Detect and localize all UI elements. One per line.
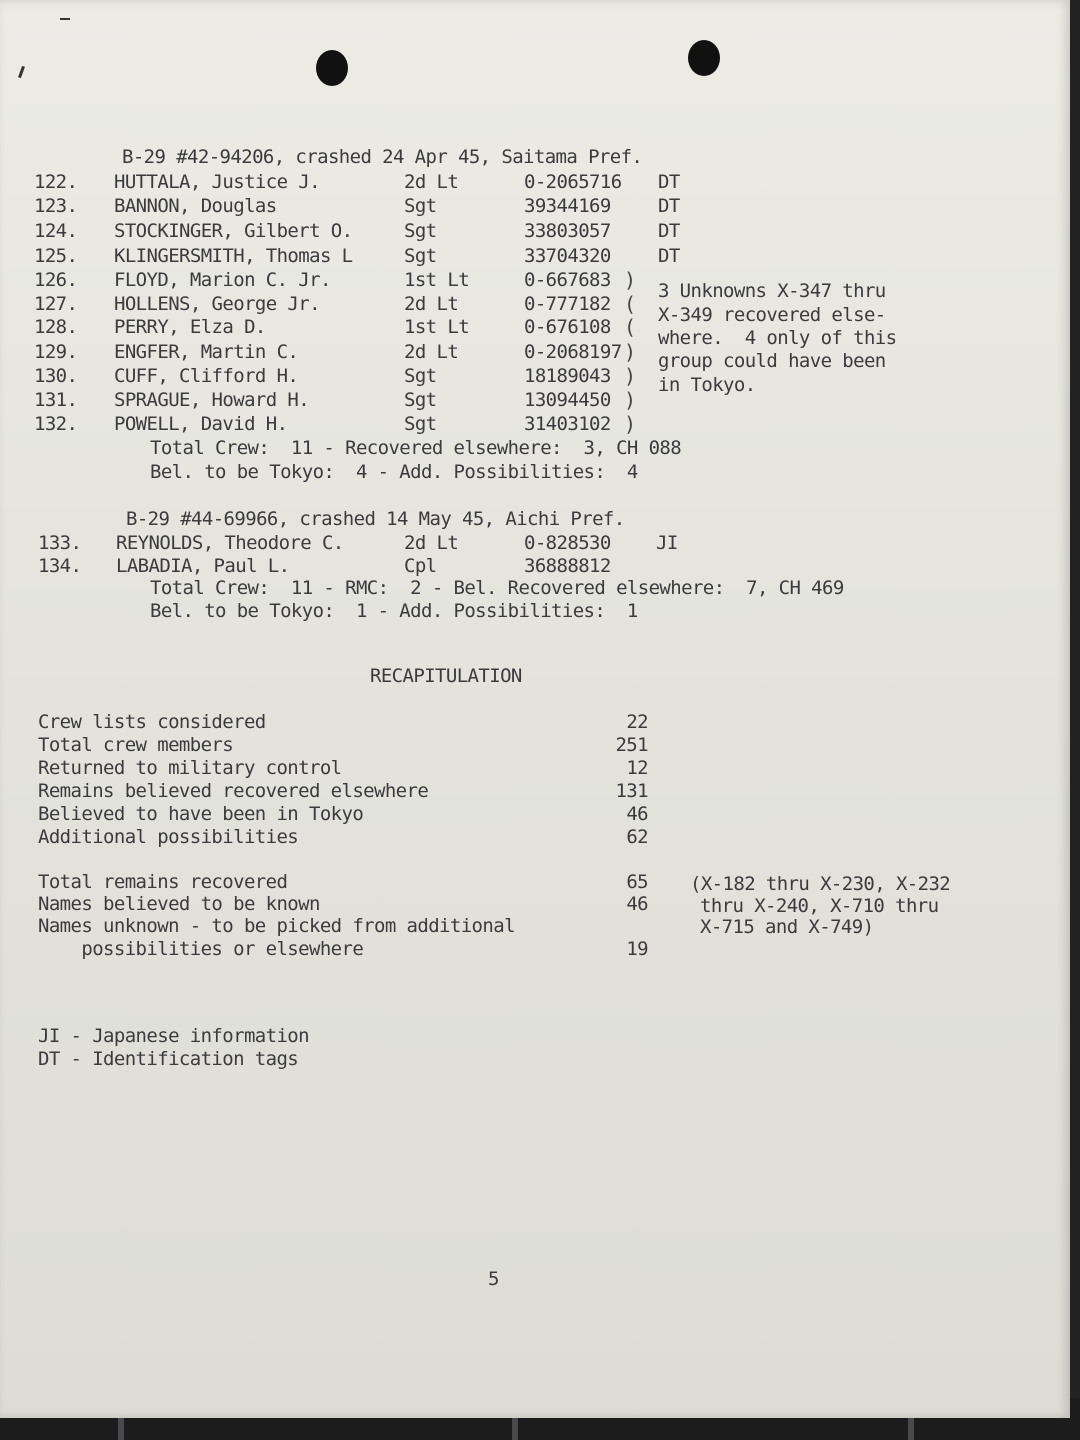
- crew-rank: Sgt: [404, 365, 437, 387]
- brace-mark: ): [624, 364, 637, 388]
- crew-number: 127.: [34, 293, 78, 315]
- crew-rank: 1st Lt: [404, 316, 470, 338]
- recap-note-line: X-715 and X-749): [700, 916, 874, 938]
- crew-name: REYNOLDS, Theodore C.: [116, 532, 344, 554]
- crew-number: 134.: [38, 555, 82, 577]
- page-number: 5: [488, 1268, 499, 1290]
- aircraft-1-tokyo: Bel. to be Tokyo: 4 - Add. Possibilities: 4: [150, 461, 638, 483]
- brace-mark: (: [624, 292, 637, 316]
- pen-mark: [18, 66, 25, 78]
- crew-number: 132.: [34, 413, 78, 435]
- crew-name: SPRAGUE, Howard H.: [114, 389, 310, 411]
- side-note-line: in Tokyo.: [658, 374, 756, 396]
- side-note-line: X-349 recovered else-: [658, 304, 886, 326]
- crew-status: DT: [658, 171, 680, 193]
- crew-serial: 33803057: [524, 220, 611, 242]
- crew-status: DT: [658, 195, 680, 217]
- recap-label: possibilities or elsewhere: [38, 938, 364, 960]
- crew-serial: 13094450: [524, 389, 611, 411]
- crew-name: STOCKINGER, Gilbert O.: [114, 220, 353, 242]
- crew-name: LABADIA, Paul L.: [116, 555, 290, 577]
- brace-mark: ): [624, 268, 637, 292]
- recap-value: 251: [615, 734, 648, 756]
- recap-note-line: (X-182 thru X-230, X-232: [690, 873, 951, 895]
- punch-hole: [688, 40, 720, 76]
- aircraft-2-tokyo: Bel. to be Tokyo: 1 - Add. Possibilities: 1: [150, 600, 638, 622]
- crew-serial: 0-777182: [524, 293, 611, 315]
- crew-rank: Cpl: [404, 555, 437, 577]
- brace-mark: ): [624, 340, 637, 364]
- crew-name: ENGFER, Martin C.: [114, 341, 299, 363]
- crew-number: 123.: [34, 195, 78, 217]
- crew-number: 131.: [34, 389, 78, 411]
- crew-name: POWELL, David H.: [114, 413, 288, 435]
- crew-rank: Sgt: [404, 195, 437, 217]
- recap-value: 131: [615, 780, 648, 802]
- crew-serial: 31403102: [524, 413, 611, 435]
- recap-label: Names believed to be known: [38, 893, 320, 915]
- crew-serial: 0-828530: [524, 532, 611, 554]
- aircraft-1-header: B-29 #42-94206, crashed 24 Apr 45, Saitama Pref.: [122, 146, 643, 168]
- crew-serial: 39344169: [524, 195, 611, 217]
- crew-rank: 2d Lt: [404, 532, 459, 554]
- recap-label: Believed to have been in Tokyo: [38, 803, 364, 825]
- recap-label: Returned to military control: [38, 757, 342, 779]
- crew-name: KLINGERSMITH, Thomas L: [114, 245, 353, 267]
- crew-name: PERRY, Elza D.: [114, 316, 266, 338]
- side-note-line: 3 Unknowns X-347 thru: [658, 280, 886, 302]
- crew-name: HOLLENS, George Jr.: [114, 293, 320, 315]
- crew-serial: 18189043: [524, 365, 611, 387]
- crew-serial: 0-2068197: [524, 341, 622, 363]
- side-note-line: where. 4 only of this: [658, 327, 897, 349]
- crew-serial: 0-667683: [524, 269, 611, 291]
- crew-rank: 2d Lt: [404, 341, 459, 363]
- crew-status: DT: [658, 220, 680, 242]
- crew-rank: Sgt: [404, 245, 437, 267]
- recap-label: Remains believed recovered elsewhere: [38, 780, 429, 802]
- crew-rank: 2d Lt: [404, 293, 459, 315]
- crew-number: 129.: [34, 341, 78, 363]
- crew-rank: 2d Lt: [404, 171, 459, 193]
- recap-value: 46: [626, 893, 648, 915]
- crew-name: CUFF, Clifford H.: [114, 365, 299, 387]
- recap-value: 22: [626, 711, 648, 733]
- crew-name: FLOYD, Marion C. Jr.: [114, 269, 331, 291]
- crew-rank: Sgt: [404, 220, 437, 242]
- crew-number: 125.: [34, 245, 78, 267]
- crew-status: JI: [656, 532, 678, 554]
- crew-rank: Sgt: [404, 389, 437, 411]
- recap-label: Crew lists considered: [38, 711, 266, 733]
- brace-mark: ): [624, 412, 637, 436]
- pen-mark: [60, 18, 70, 20]
- crew-number: 124.: [34, 220, 78, 242]
- recap-label: Total remains recovered: [38, 871, 288, 893]
- recap-label: Names unknown - to be picked from additional: [38, 915, 515, 937]
- aircraft-2-header: B-29 #44-69966, crashed 14 May 45, Aichi Pref.: [126, 508, 625, 530]
- legend-ji: JI - Japanese information: [38, 1025, 309, 1047]
- crew-rank: 1st Lt: [404, 269, 470, 291]
- crew-name: BANNON, Douglas: [114, 195, 277, 217]
- legend-dt: DT - Identification tags: [38, 1048, 299, 1070]
- recap-title: RECAPITULATION: [370, 665, 522, 687]
- crew-rank: Sgt: [404, 413, 437, 435]
- crew-name: HUTTALA, Justice J.: [114, 171, 320, 193]
- recap-value: 62: [626, 826, 648, 848]
- recap-label: Additional possibilities: [38, 826, 299, 848]
- recap-value: 12: [626, 757, 648, 779]
- aircraft-1-total: Total Crew: 11 - Recovered elsewhere: 3, CH 088: [150, 437, 682, 459]
- punch-hole: [316, 50, 348, 86]
- recap-value: 19: [626, 938, 648, 960]
- recap-value: 65: [626, 871, 648, 893]
- recap-label: Total crew members: [38, 734, 234, 756]
- crew-number: 130.: [34, 365, 78, 387]
- brace-mark: (: [624, 315, 637, 339]
- crew-number: 126.: [34, 269, 78, 291]
- crew-number: 128.: [34, 316, 78, 338]
- aircraft-2-total: Total Crew: 11 - RMC: 2 - Bel. Recovered elsewhere: 7, CH 469: [150, 577, 844, 599]
- side-note-line: group could have been: [658, 350, 886, 372]
- crew-serial: 36888812: [524, 555, 611, 577]
- crew-number: 122.: [34, 171, 78, 193]
- crew-serial: 0-676108: [524, 316, 611, 338]
- crew-serial: 0-2065716: [524, 171, 622, 193]
- recap-value: 46: [626, 803, 648, 825]
- brace-mark: ): [624, 388, 637, 412]
- crew-number: 133.: [38, 532, 82, 554]
- recap-note-line: thru X-240, X-710 thru: [700, 895, 939, 917]
- crew-serial: 33704320: [524, 245, 611, 267]
- crew-status: DT: [658, 245, 680, 267]
